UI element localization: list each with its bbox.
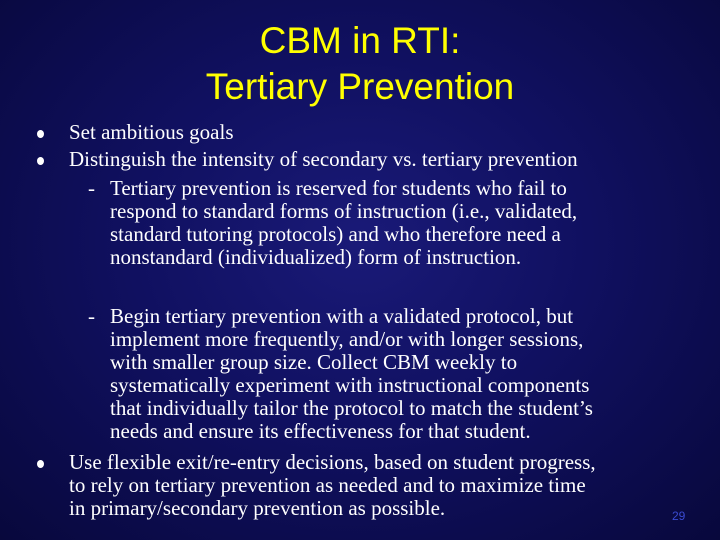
bullet-3-text bbox=[69, 451, 596, 520]
bullet-dot-icon bbox=[37, 130, 44, 138]
subpoint-2-text bbox=[110, 305, 593, 443]
bullet-dot-icon bbox=[37, 460, 44, 468]
bullet-3-line-1: Use flexible exit/re-entry decisions, based on student progress, bbox=[69, 450, 596, 474]
page-number: 29 bbox=[672, 509, 686, 523]
subpoint-1-line-1: Tertiary prevention is reserved for students who fail to bbox=[110, 176, 567, 200]
subpoint-2-line-6: needs and ensure its effectiveness for that student. bbox=[110, 419, 531, 443]
subpoint-2-line-1: Begin tertiary prevention with a validated protocol, but bbox=[110, 304, 574, 328]
bullet-1-text: Set ambitious goals bbox=[69, 120, 234, 144]
subpoint-1-text bbox=[110, 177, 577, 269]
bullet-dot-icon bbox=[37, 157, 44, 165]
slide-title-line-2: Tertiary Prevention bbox=[205, 66, 515, 107]
bullet-2-text: Distinguish the intensity of secondary vs. tertiary prevention bbox=[69, 147, 578, 171]
subpoint-1-dash: - bbox=[88, 176, 95, 200]
subpoint-2-line-2: implement more frequently, and/or with longer sessions, bbox=[110, 327, 584, 351]
subpoint-1-line-2: respond to standard forms of instruction (i.e., validated, bbox=[110, 199, 578, 223]
bullet-3-line-3: in primary/secondary prevention as possible. bbox=[69, 496, 446, 520]
subpoint-1-line-3: standard tutoring protocols) and who therefore need a bbox=[110, 222, 561, 246]
slide-title bbox=[0, 18, 720, 110]
subpoint-2-line-5: that individually tailor the protocol to match the student’s bbox=[110, 396, 593, 420]
subpoint-2-line-4: systematically experiment with instructional components bbox=[110, 373, 590, 397]
subpoint-2-line-3: with smaller group size. Collect CBM weekly to bbox=[110, 350, 518, 374]
subpoint-2-dash: - bbox=[88, 304, 95, 328]
slide-title-line-1: CBM in RTI: bbox=[259, 20, 461, 61]
subpoint-1-line-4: nonstandard (individualized) form of instruction. bbox=[110, 245, 522, 269]
bullet-3-line-2: to rely on tertiary prevention as needed and to maximize time bbox=[69, 473, 586, 497]
